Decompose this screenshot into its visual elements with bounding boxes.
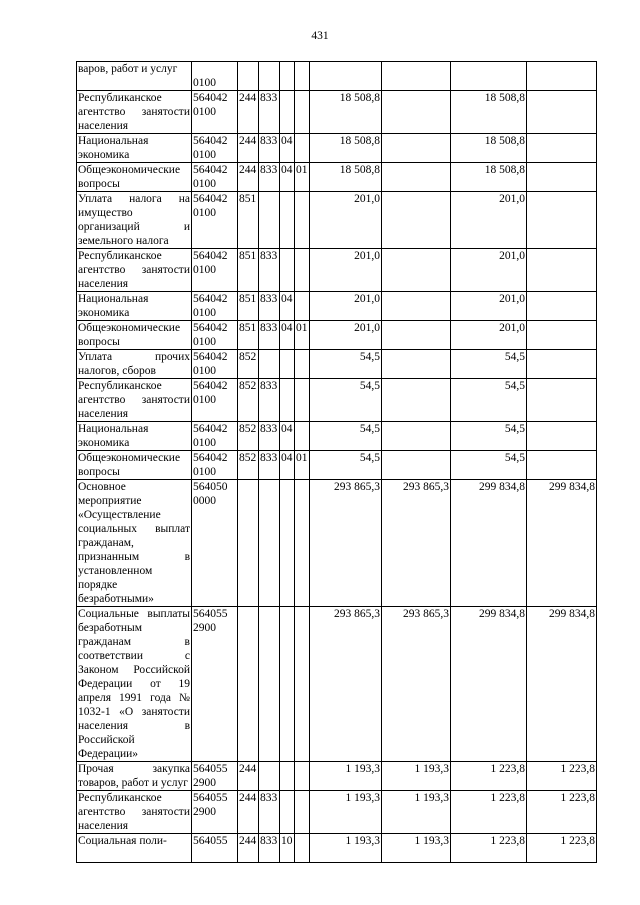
amount-total-year1-cell: 18 508,8 bbox=[310, 134, 382, 163]
amount-federal-year1-cell: 1 193,3 bbox=[382, 791, 451, 834]
target-article-cell bbox=[192, 321, 238, 350]
amount-federal-year2-cell: 1 223,8 bbox=[527, 791, 597, 834]
subsection-cell bbox=[295, 350, 310, 379]
department-cell: 833 bbox=[259, 163, 280, 192]
target-article-part: 0100 bbox=[193, 178, 216, 190]
amount-total-year2-cell: 18 508,8 bbox=[451, 163, 527, 192]
amount-federal-year2-cell bbox=[527, 350, 597, 379]
amount-federal-year2-cell bbox=[527, 192, 597, 249]
section-cell bbox=[280, 480, 295, 607]
amount-total-year2-cell bbox=[451, 62, 527, 91]
target-article-cell bbox=[192, 249, 238, 292]
table-row bbox=[77, 134, 597, 163]
expense-type-cell bbox=[238, 607, 259, 762]
amount-total-year1-cell: 201,0 bbox=[310, 192, 382, 249]
target-article-part: 564042 bbox=[193, 452, 228, 464]
section-cell bbox=[280, 379, 295, 422]
amount-total-year2-cell: 18 508,8 bbox=[451, 134, 527, 163]
row-name-cell: Национальная экономика bbox=[77, 422, 192, 451]
department-cell: 833 bbox=[259, 249, 280, 292]
target-article-cell bbox=[192, 192, 238, 249]
target-article-part: 0100 bbox=[193, 77, 216, 89]
expense-type-cell: 244 bbox=[238, 163, 259, 192]
amount-federal-year1-cell: 1 193,3 bbox=[382, 834, 451, 863]
target-article-cell bbox=[192, 91, 238, 134]
department-cell bbox=[259, 607, 280, 762]
department-cell bbox=[259, 62, 280, 91]
row-name-cell: Общеэкономические вопросы bbox=[77, 451, 192, 480]
department-cell bbox=[259, 192, 280, 249]
table-row bbox=[77, 91, 597, 134]
department-cell: 833 bbox=[259, 834, 280, 863]
table-row bbox=[77, 607, 597, 762]
target-article-part: 564042 bbox=[193, 351, 228, 363]
amount-total-year2-cell: 54,5 bbox=[451, 350, 527, 379]
amount-federal-year1-cell bbox=[382, 91, 451, 134]
target-article-part: 564055 bbox=[193, 792, 228, 804]
expense-type-cell: 244 bbox=[238, 91, 259, 134]
amount-total-year1-cell: 1 193,3 bbox=[310, 834, 382, 863]
amount-total-year2-cell: 54,5 bbox=[451, 422, 527, 451]
department-cell: 833 bbox=[259, 91, 280, 134]
target-article-part: 0100 bbox=[193, 466, 216, 478]
expense-type-cell: 852 bbox=[238, 422, 259, 451]
amount-total-year2-cell: 299 834,8 bbox=[451, 607, 527, 762]
amount-total-year2-cell: 201,0 bbox=[451, 292, 527, 321]
expense-type-cell: 851 bbox=[238, 321, 259, 350]
row-name-cell: Республиканское агентство занятости населения bbox=[78, 92, 190, 132]
amount-total-year1-cell: 54,5 bbox=[310, 422, 382, 451]
expense-type-cell: 851 bbox=[238, 292, 259, 321]
target-article-part: 0100 bbox=[193, 437, 216, 449]
table-row bbox=[77, 451, 597, 480]
table-row bbox=[77, 422, 597, 451]
subsection-cell bbox=[295, 91, 310, 134]
amount-federal-year2-cell bbox=[527, 134, 597, 163]
section-cell: 10 bbox=[280, 834, 295, 863]
row-name-cell: Общеэкономические вопросы bbox=[77, 163, 192, 192]
amount-federal-year1-cell bbox=[382, 379, 451, 422]
section-cell: 04 bbox=[280, 321, 295, 350]
target-article-part: 0100 bbox=[193, 394, 216, 406]
amount-federal-year1-cell bbox=[382, 134, 451, 163]
amount-total-year1-cell bbox=[310, 62, 382, 91]
target-article-part: 564042 bbox=[193, 92, 228, 104]
section-cell bbox=[280, 607, 295, 762]
amount-federal-year2-cell bbox=[527, 249, 597, 292]
target-article-part: 0000 bbox=[193, 495, 216, 507]
section-cell bbox=[280, 192, 295, 249]
amount-total-year2-cell: 201,0 bbox=[451, 321, 527, 350]
amount-total-year1-cell: 293 865,3 bbox=[310, 480, 382, 607]
amount-federal-year1-cell bbox=[382, 422, 451, 451]
table-row bbox=[77, 350, 597, 379]
target-article-cell bbox=[192, 292, 238, 321]
department-cell: 833 bbox=[259, 292, 280, 321]
row-name-cell: Национальная экономика bbox=[77, 292, 192, 321]
target-article-part: 564042 bbox=[193, 423, 228, 435]
target-article-part: 564042 bbox=[193, 250, 228, 262]
subsection-cell bbox=[295, 379, 310, 422]
department-cell: 833 bbox=[259, 134, 280, 163]
row-name-cell: варов, работ и услуг bbox=[77, 62, 192, 91]
target-article-part: 2900 bbox=[193, 622, 216, 634]
amount-federal-year2-cell bbox=[527, 321, 597, 350]
department-cell: 833 bbox=[259, 791, 280, 834]
section-cell bbox=[280, 350, 295, 379]
target-article-part: 0100 bbox=[193, 149, 216, 161]
amount-total-year1-cell: 54,5 bbox=[310, 379, 382, 422]
target-article-cell bbox=[192, 350, 238, 379]
section-cell bbox=[280, 91, 295, 134]
amount-federal-year1-cell bbox=[382, 249, 451, 292]
target-article-cell bbox=[192, 134, 238, 163]
target-article-cell bbox=[192, 762, 238, 791]
target-article-cell bbox=[192, 163, 238, 192]
table-body bbox=[77, 62, 597, 863]
subsection-cell bbox=[295, 791, 310, 834]
table-row bbox=[77, 834, 597, 863]
table-row bbox=[77, 762, 597, 791]
target-article-part: 2900 bbox=[193, 777, 216, 789]
table-row bbox=[77, 62, 597, 91]
amount-total-year1-cell: 18 508,8 bbox=[310, 163, 382, 192]
target-article-part: 0100 bbox=[193, 336, 216, 348]
section-cell: 04 bbox=[280, 451, 295, 480]
target-article-cell bbox=[192, 451, 238, 480]
amount-federal-year2-cell bbox=[527, 91, 597, 134]
amount-federal-year1-cell bbox=[382, 62, 451, 91]
section-cell: 04 bbox=[280, 292, 295, 321]
row-name-cell: Общеэкономические вопросы bbox=[77, 321, 192, 350]
section-cell bbox=[280, 249, 295, 292]
page-number: 431 bbox=[311, 30, 329, 42]
amount-federal-year1-cell bbox=[382, 321, 451, 350]
amount-federal-year2-cell bbox=[527, 379, 597, 422]
section-cell: 04 bbox=[280, 134, 295, 163]
row-name-cell: Социальные выплаты безработным гражданам в соответствии с Законом Российской Федерации от 19 апреля 1991 года № 1032-1 «О занятости населения в Российской Федерации» bbox=[78, 608, 190, 760]
target-article-part bbox=[193, 62, 236, 76]
amount-total-year2-cell: 18 508,8 bbox=[451, 91, 527, 134]
table-row bbox=[77, 791, 597, 834]
expense-type-cell: 851 bbox=[238, 249, 259, 292]
expense-type-cell: 244 bbox=[238, 834, 259, 863]
amount-total-year1-cell: 201,0 bbox=[310, 249, 382, 292]
amount-federal-year1-cell bbox=[382, 192, 451, 249]
target-article-part: 564042 bbox=[193, 322, 228, 334]
target-article-part: 2900 bbox=[193, 806, 216, 818]
amount-total-year1-cell: 54,5 bbox=[310, 451, 382, 480]
expense-type-cell: 852 bbox=[238, 350, 259, 379]
section-cell: 04 bbox=[280, 422, 295, 451]
subsection-cell bbox=[295, 607, 310, 762]
amount-federal-year1-cell: 293 865,3 bbox=[382, 480, 451, 607]
row-name-cell: Социальная поли- bbox=[77, 834, 192, 863]
target-article-part: 0100 bbox=[193, 207, 216, 219]
table-row bbox=[77, 192, 597, 249]
table-row bbox=[77, 163, 597, 192]
target-article-cell bbox=[192, 62, 238, 91]
amount-total-year2-cell: 1 223,8 bbox=[451, 762, 527, 791]
target-article-part: 564055 bbox=[193, 835, 228, 847]
target-article-cell bbox=[192, 607, 238, 762]
amount-federal-year1-cell bbox=[382, 292, 451, 321]
amount-total-year1-cell: 1 193,3 bbox=[310, 791, 382, 834]
amount-total-year1-cell: 54,5 bbox=[310, 350, 382, 379]
table-row bbox=[77, 480, 597, 607]
subsection-cell bbox=[295, 249, 310, 292]
subsection-cell bbox=[295, 134, 310, 163]
department-cell bbox=[259, 762, 280, 791]
row-name-cell: Национальная экономика bbox=[77, 134, 192, 163]
target-article-cell bbox=[192, 791, 238, 834]
target-article-cell bbox=[192, 480, 238, 607]
target-article-part: 564042 bbox=[193, 164, 228, 176]
amount-total-year2-cell: 1 223,8 bbox=[451, 791, 527, 834]
amount-total-year2-cell: 1 223,8 bbox=[451, 834, 527, 863]
subsection-cell bbox=[295, 834, 310, 863]
amount-total-year2-cell: 201,0 bbox=[451, 192, 527, 249]
row-name-cell: Уплата налога на имущество организаций и земельного налога bbox=[78, 193, 190, 247]
expense-type-cell: 852 bbox=[238, 379, 259, 422]
table-row bbox=[77, 321, 597, 350]
subsection-cell: 01 bbox=[295, 451, 310, 480]
target-article-part: 564055 bbox=[193, 763, 228, 775]
department-cell bbox=[259, 350, 280, 379]
target-article-part: 564042 bbox=[193, 193, 228, 205]
row-name-cell: Прочая закупка товаров, работ и услуг bbox=[78, 763, 190, 789]
department-cell: 833 bbox=[259, 379, 280, 422]
target-article-part: 564055 bbox=[193, 608, 228, 620]
amount-federal-year2-cell: 299 834,8 bbox=[527, 480, 597, 607]
target-article-part: 0100 bbox=[193, 365, 216, 377]
subsection-cell: 01 bbox=[295, 163, 310, 192]
budget-table bbox=[76, 61, 597, 863]
target-article-part bbox=[193, 848, 236, 862]
amount-total-year1-cell: 1 193,3 bbox=[310, 762, 382, 791]
department-cell: 833 bbox=[259, 451, 280, 480]
amount-federal-year2-cell: 1 223,8 bbox=[527, 762, 597, 791]
target-article-cell bbox=[192, 379, 238, 422]
target-article-part: 0100 bbox=[193, 307, 216, 319]
subsection-cell: 01 bbox=[295, 321, 310, 350]
subsection-cell bbox=[295, 422, 310, 451]
target-article-part: 0100 bbox=[193, 264, 216, 276]
amount-federal-year2-cell bbox=[527, 422, 597, 451]
amount-total-year1-cell: 201,0 bbox=[310, 321, 382, 350]
section-cell bbox=[280, 762, 295, 791]
target-article-part: 564050 bbox=[193, 481, 228, 493]
row-name-cell: Республиканское агентство занятости населения bbox=[78, 792, 190, 832]
amount-federal-year1-cell bbox=[382, 163, 451, 192]
target-article-part: 0100 bbox=[193, 106, 216, 118]
table-row bbox=[77, 292, 597, 321]
amount-federal-year2-cell bbox=[527, 163, 597, 192]
amount-total-year2-cell: 201,0 bbox=[451, 249, 527, 292]
amount-total-year1-cell: 18 508,8 bbox=[310, 91, 382, 134]
subsection-cell bbox=[295, 762, 310, 791]
amount-federal-year1-cell bbox=[382, 451, 451, 480]
department-cell bbox=[259, 480, 280, 607]
amount-federal-year2-cell: 299 834,8 bbox=[527, 607, 597, 762]
expense-type-cell bbox=[238, 62, 259, 91]
amount-federal-year2-cell bbox=[527, 292, 597, 321]
target-article-part: 564042 bbox=[193, 135, 228, 147]
expense-type-cell: 244 bbox=[238, 791, 259, 834]
amount-federal-year1-cell: 1 193,3 bbox=[382, 762, 451, 791]
target-article-part: 564042 bbox=[193, 380, 228, 392]
table-row bbox=[77, 249, 597, 292]
section-cell: 04 bbox=[280, 163, 295, 192]
table-row bbox=[77, 379, 597, 422]
amount-total-year2-cell: 54,5 bbox=[451, 451, 527, 480]
amount-federal-year2-cell bbox=[527, 451, 597, 480]
expense-type-cell: 244 bbox=[238, 762, 259, 791]
target-article-cell bbox=[192, 834, 238, 863]
row-name-cell: Основное мероприятие «Осуществление социальных выплат гражданам, признанным в установленном порядке безработными» bbox=[78, 481, 190, 605]
subsection-cell bbox=[295, 62, 310, 91]
expense-type-cell: 244 bbox=[238, 134, 259, 163]
amount-federal-year1-cell: 293 865,3 bbox=[382, 607, 451, 762]
amount-total-year2-cell: 299 834,8 bbox=[451, 480, 527, 607]
amount-total-year1-cell: 293 865,3 bbox=[310, 607, 382, 762]
expense-type-cell bbox=[238, 480, 259, 607]
expense-type-cell: 852 bbox=[238, 451, 259, 480]
amount-federal-year2-cell: 1 223,8 bbox=[527, 834, 597, 863]
amount-federal-year1-cell bbox=[382, 350, 451, 379]
amount-federal-year2-cell bbox=[527, 62, 597, 91]
expense-type-cell: 851 bbox=[238, 192, 259, 249]
row-name-cell: Республиканское агентство занятости населения bbox=[78, 380, 190, 420]
department-cell: 833 bbox=[259, 321, 280, 350]
department-cell: 833 bbox=[259, 422, 280, 451]
target-article-cell bbox=[192, 422, 238, 451]
amount-total-year2-cell: 54,5 bbox=[451, 379, 527, 422]
subsection-cell bbox=[295, 480, 310, 607]
row-name-cell: Республиканское агентство занятости населения bbox=[78, 250, 190, 290]
section-cell bbox=[280, 62, 295, 91]
row-name-cell: Уплата прочих налогов, сборов bbox=[78, 351, 190, 377]
target-article-part: 564042 bbox=[193, 293, 228, 305]
subsection-cell bbox=[295, 292, 310, 321]
section-cell bbox=[280, 791, 295, 834]
subsection-cell bbox=[295, 192, 310, 249]
amount-total-year1-cell: 201,0 bbox=[310, 292, 382, 321]
